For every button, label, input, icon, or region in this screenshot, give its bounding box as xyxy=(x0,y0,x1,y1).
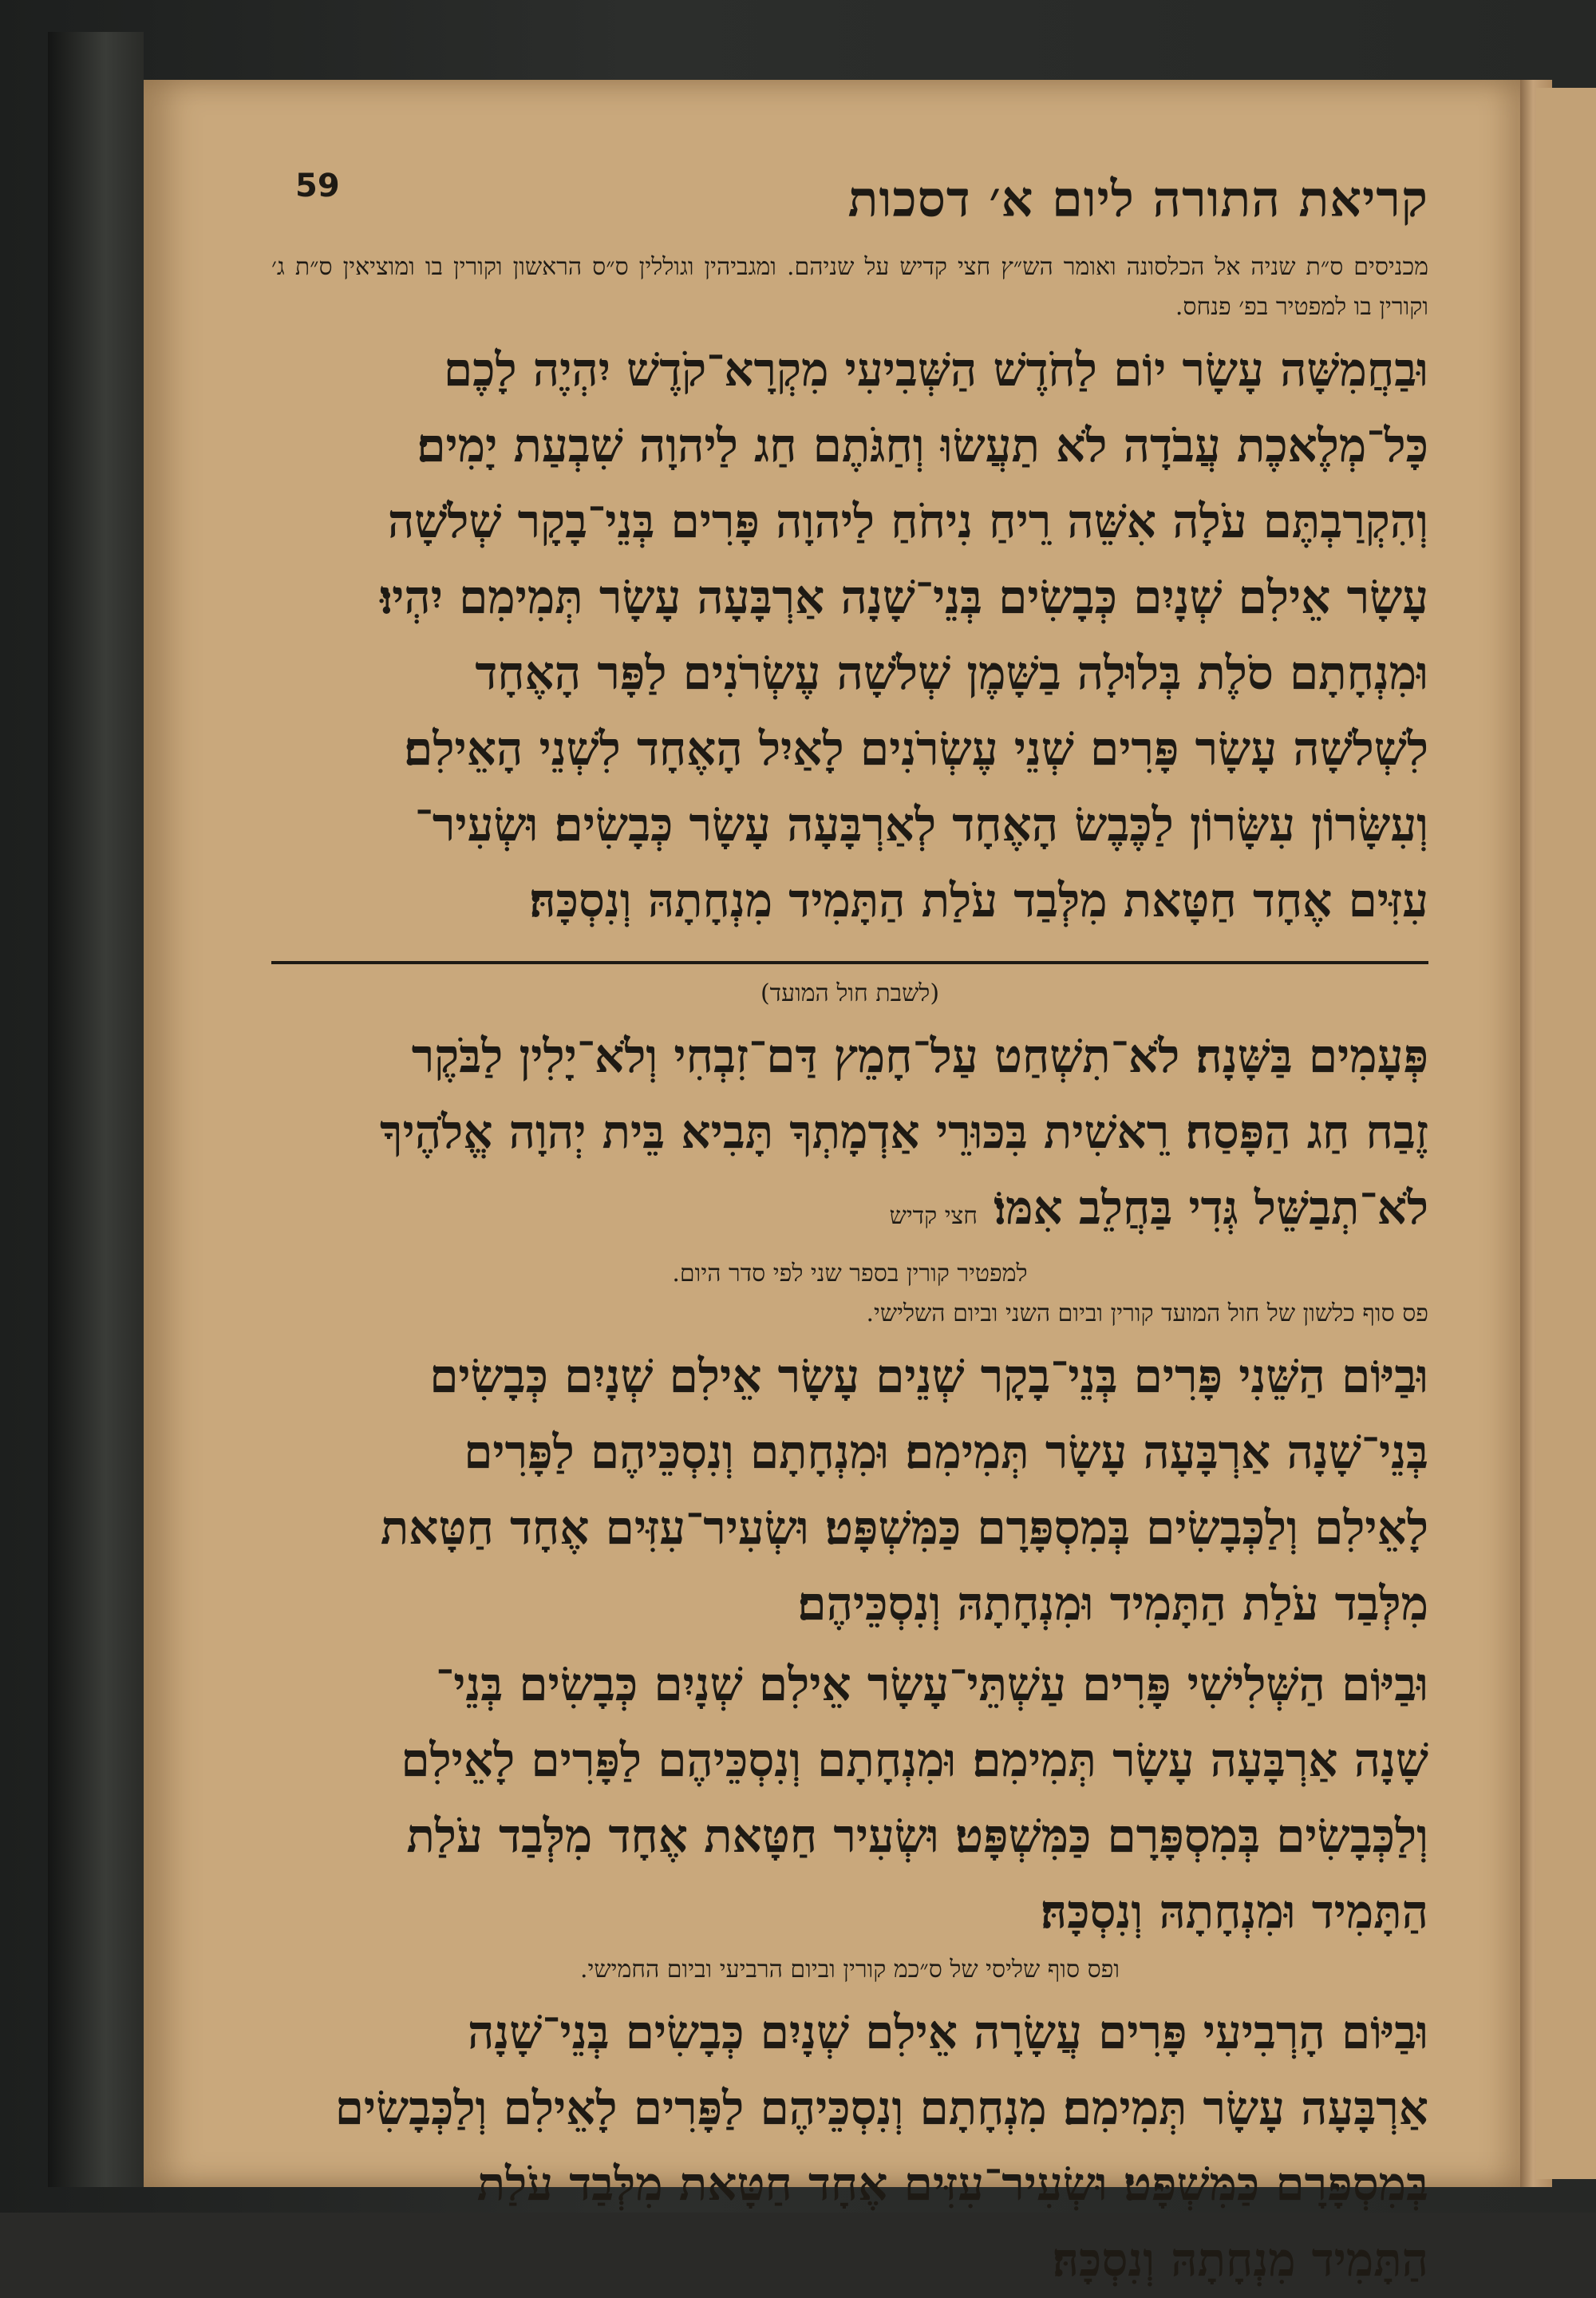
verse-line: וּבַחֲמִשָּׁה עָשָׂר יוֹם לַחֹדֶשׁ הַשְּׁבִיעִי מִקְרָא־קֹדֶשׁ יִהְיֶה לָכֶם xyxy=(443,342,1428,397)
verse-line: בְּנֵי־שָׁנָה אַרְבָּעָה עָשָׂר תְּמִימִם׃ וּמִנְחָתָם וְנִסְכֵּיהֶם לַפָּרִים xyxy=(464,1425,1428,1479)
rubric-chol-hamoed: פס סוף כלשון של חול המועד קורין וביום השני וביום השלישי. xyxy=(866,1299,1428,1327)
page-number: 59 xyxy=(295,168,340,204)
verse-line: מִלְּבַד עֹלַת הַתָּמִיד וּמִנְחָתָהּ וְנִסְכֵּיהֶם׃ xyxy=(797,1576,1428,1631)
rubric-shabbat: (לשבת חול המועד) xyxy=(760,979,940,1007)
reading-shabbat xyxy=(271,1018,1428,1254)
verse-line: הַתָּמִיד מִנְחָתָהּ וְנִסְכָּהּ׃ xyxy=(1052,2233,1428,2287)
book-spine xyxy=(48,32,144,2187)
verse-line: וְעִשָּׂרוֹן עִשָּׂרוֹן לַכֶּבֶשׂ הָאֶחָד לְאַרְבָּעָה עָשָׂר כְּבָשִׂים׃ וּשְׂעִיר־ xyxy=(414,797,1428,852)
reading-second-day xyxy=(271,1339,1428,1642)
verse-line: עִזִּים אֶחָד חַטָּאת מִלְּבַד עֹלַת הַתָּמִיד מִנְחָתָהּ וְנִסְכָּהּ׃ xyxy=(529,873,1428,928)
verse-line: אַרְבָּעָה עָשָׂר תְּמִימִם׃ מִנְחָתָם וְנִסְכֵּיהֶם לַפָּרִים לָאֵילִם וְלַכְּבָשִׂים xyxy=(334,2081,1428,2135)
running-head: קריאת התורה ליום א׳ דסכות xyxy=(847,170,1428,228)
verse-line: לִשְׁלֹשָׁה עָשָׂר פָּרִים שְׁנֵי עֶשְׂרֹנִים לָאַיִל הָאֶחָד לִשְׁנֵי הָאֵילִם׃ xyxy=(404,722,1428,776)
facing-page xyxy=(1536,88,1596,2179)
rubric-instructions: מכניסים ס״ת שניה אל הכלסונה ואומר הש״ץ חצי קדיש על שניהם. ומגביהין וגוללין ס״ס הראשון וקורין בו ומוציאין ס״ת ג׳ וקורין בו למפטיר בפ׳ פנחס. xyxy=(271,253,1428,321)
verse-text: לֹא־תְבַשֵּׁל גְּדִי בַּחֲלֵב אִמּוֹ׃ xyxy=(994,1181,1428,1235)
half-kaddish-note: חצי קדיש xyxy=(889,1202,978,1230)
verse-line: לָאֵילִם וְלַכְּבָשִׂים בְּמִסְפָּרָם כַּמִּשְׁפָּט׃ וּשְׂעִיר־עִזִּים אֶחָד חַטָּאת xyxy=(380,1501,1428,1555)
verse-line: בְּמִסְפָּרָם כַּמִּשְׁפָּט׃ וּשְׂעִיר־עִזִּים אֶחָד חַטָּאת מִלְּבַד עֹלַת xyxy=(476,2157,1428,2211)
verse-line: שָׁנָה אַרְבָּעָה עָשָׂר תְּמִימִם׃ וּמִנְחָתָם וְנִסְכֵּיהֶם לַפָּרִים לָאֵילִם xyxy=(401,1733,1428,1787)
rubric-maftir: למפטיר קורין בספר שני לפי סדר היום. xyxy=(672,1260,1028,1287)
reading-first-day xyxy=(271,332,1428,939)
verse-line xyxy=(271,1170,1428,1254)
page-header xyxy=(271,152,1428,247)
rubric-fourth-fifth: ופס סוף שליסי של ס״כמ קורין וביום הרביעי וביום החמישי. xyxy=(579,1956,1120,1984)
verse-line: פְּעָמִים בַּשָּׁנָה׃ לֹא־תִשְׁחַט עַל־חָמֵץ דַּם־זִבְחִי וְלֹא־יָלִין לַבֹּקֶר xyxy=(411,1029,1428,1083)
verse-line: וּמִנְחָתָם סֹלֶת בְּלוּלָה בַשָּׁמֶן שְׁלֹשָׁה עֶשְׂרֹנִים לַפָּר הָאֶחָד xyxy=(475,646,1428,700)
verse-line: וּבַיּוֹם הָרְבִיעִי פָּרִים עֲשָׂרָה אֵילִם שְׁנָיִם כְּבָשִׂים בְּנֵי־שָׁנָה xyxy=(468,2005,1428,2059)
verse-line: זֶבַח חַג הַפָּסַח׃ רֵאשִׁית בִּכּוּרֵי אַדְמָתְךָ תָּבִיא בֵּית יְהוָה אֱלֹהֶיךָ xyxy=(380,1105,1428,1159)
verse-line: וּבַיּוֹם הַשֵּׁנִי פָּרִים בְּנֵי־בָקָר שְׁנֵים עָשָׂר אֵילִם שְׁנָיִם כְּבָשִׂים xyxy=(429,1349,1428,1403)
verse-line: כָּל־מְלֶאכֶת עֲבֹדָה לֹא תַעֲשׂוּ וְחַגֹּתֶם חַג לַיהוָה שִׁבְעַת יָמִים׃ xyxy=(417,418,1428,473)
verse-line: וְהִקְרַבְתֶּם עֹלָה אִשֵּׁה רֵיחַ נִיחֹחַ לַיהוָה פָּרִים בְּנֵי־בָקָר שְׁלֹשָׁה xyxy=(387,494,1428,548)
reading-third-day xyxy=(271,1647,1428,1950)
verse-line: הַתָּמִיד וּמִנְחָתָהּ וְנִסְכָּהּ׃ xyxy=(1040,1885,1428,1939)
reading-fourth-day xyxy=(271,1995,1428,2298)
verse-line: וְלַכְּבָשִׂים בְּמִסְפָּרָם כַּמִּשְׁפָּט׃ וּשְׂעִיר חַטָּאת אֶחָד מִלְּבַד עֹלַת xyxy=(406,1809,1428,1863)
section-divider xyxy=(271,961,1428,964)
page-content xyxy=(271,152,1428,2298)
verse-line: וּבַיּוֹם הַשְּׁלִישִׁי פָּרִים עַשְׁתֵּי־עָשָׂר אֵילִם שְׁנָיִם כְּבָשִׂים בְּנֵי־ xyxy=(436,1657,1428,1711)
verse-line: עָשָׂר אֵילִם שְׁנָיִם כְּבָשִׂים בְּנֵי־שָׁנָה אַרְבָּעָה עָשָׂר תְּמִימִם יִהְיוּ׃ xyxy=(380,570,1428,624)
